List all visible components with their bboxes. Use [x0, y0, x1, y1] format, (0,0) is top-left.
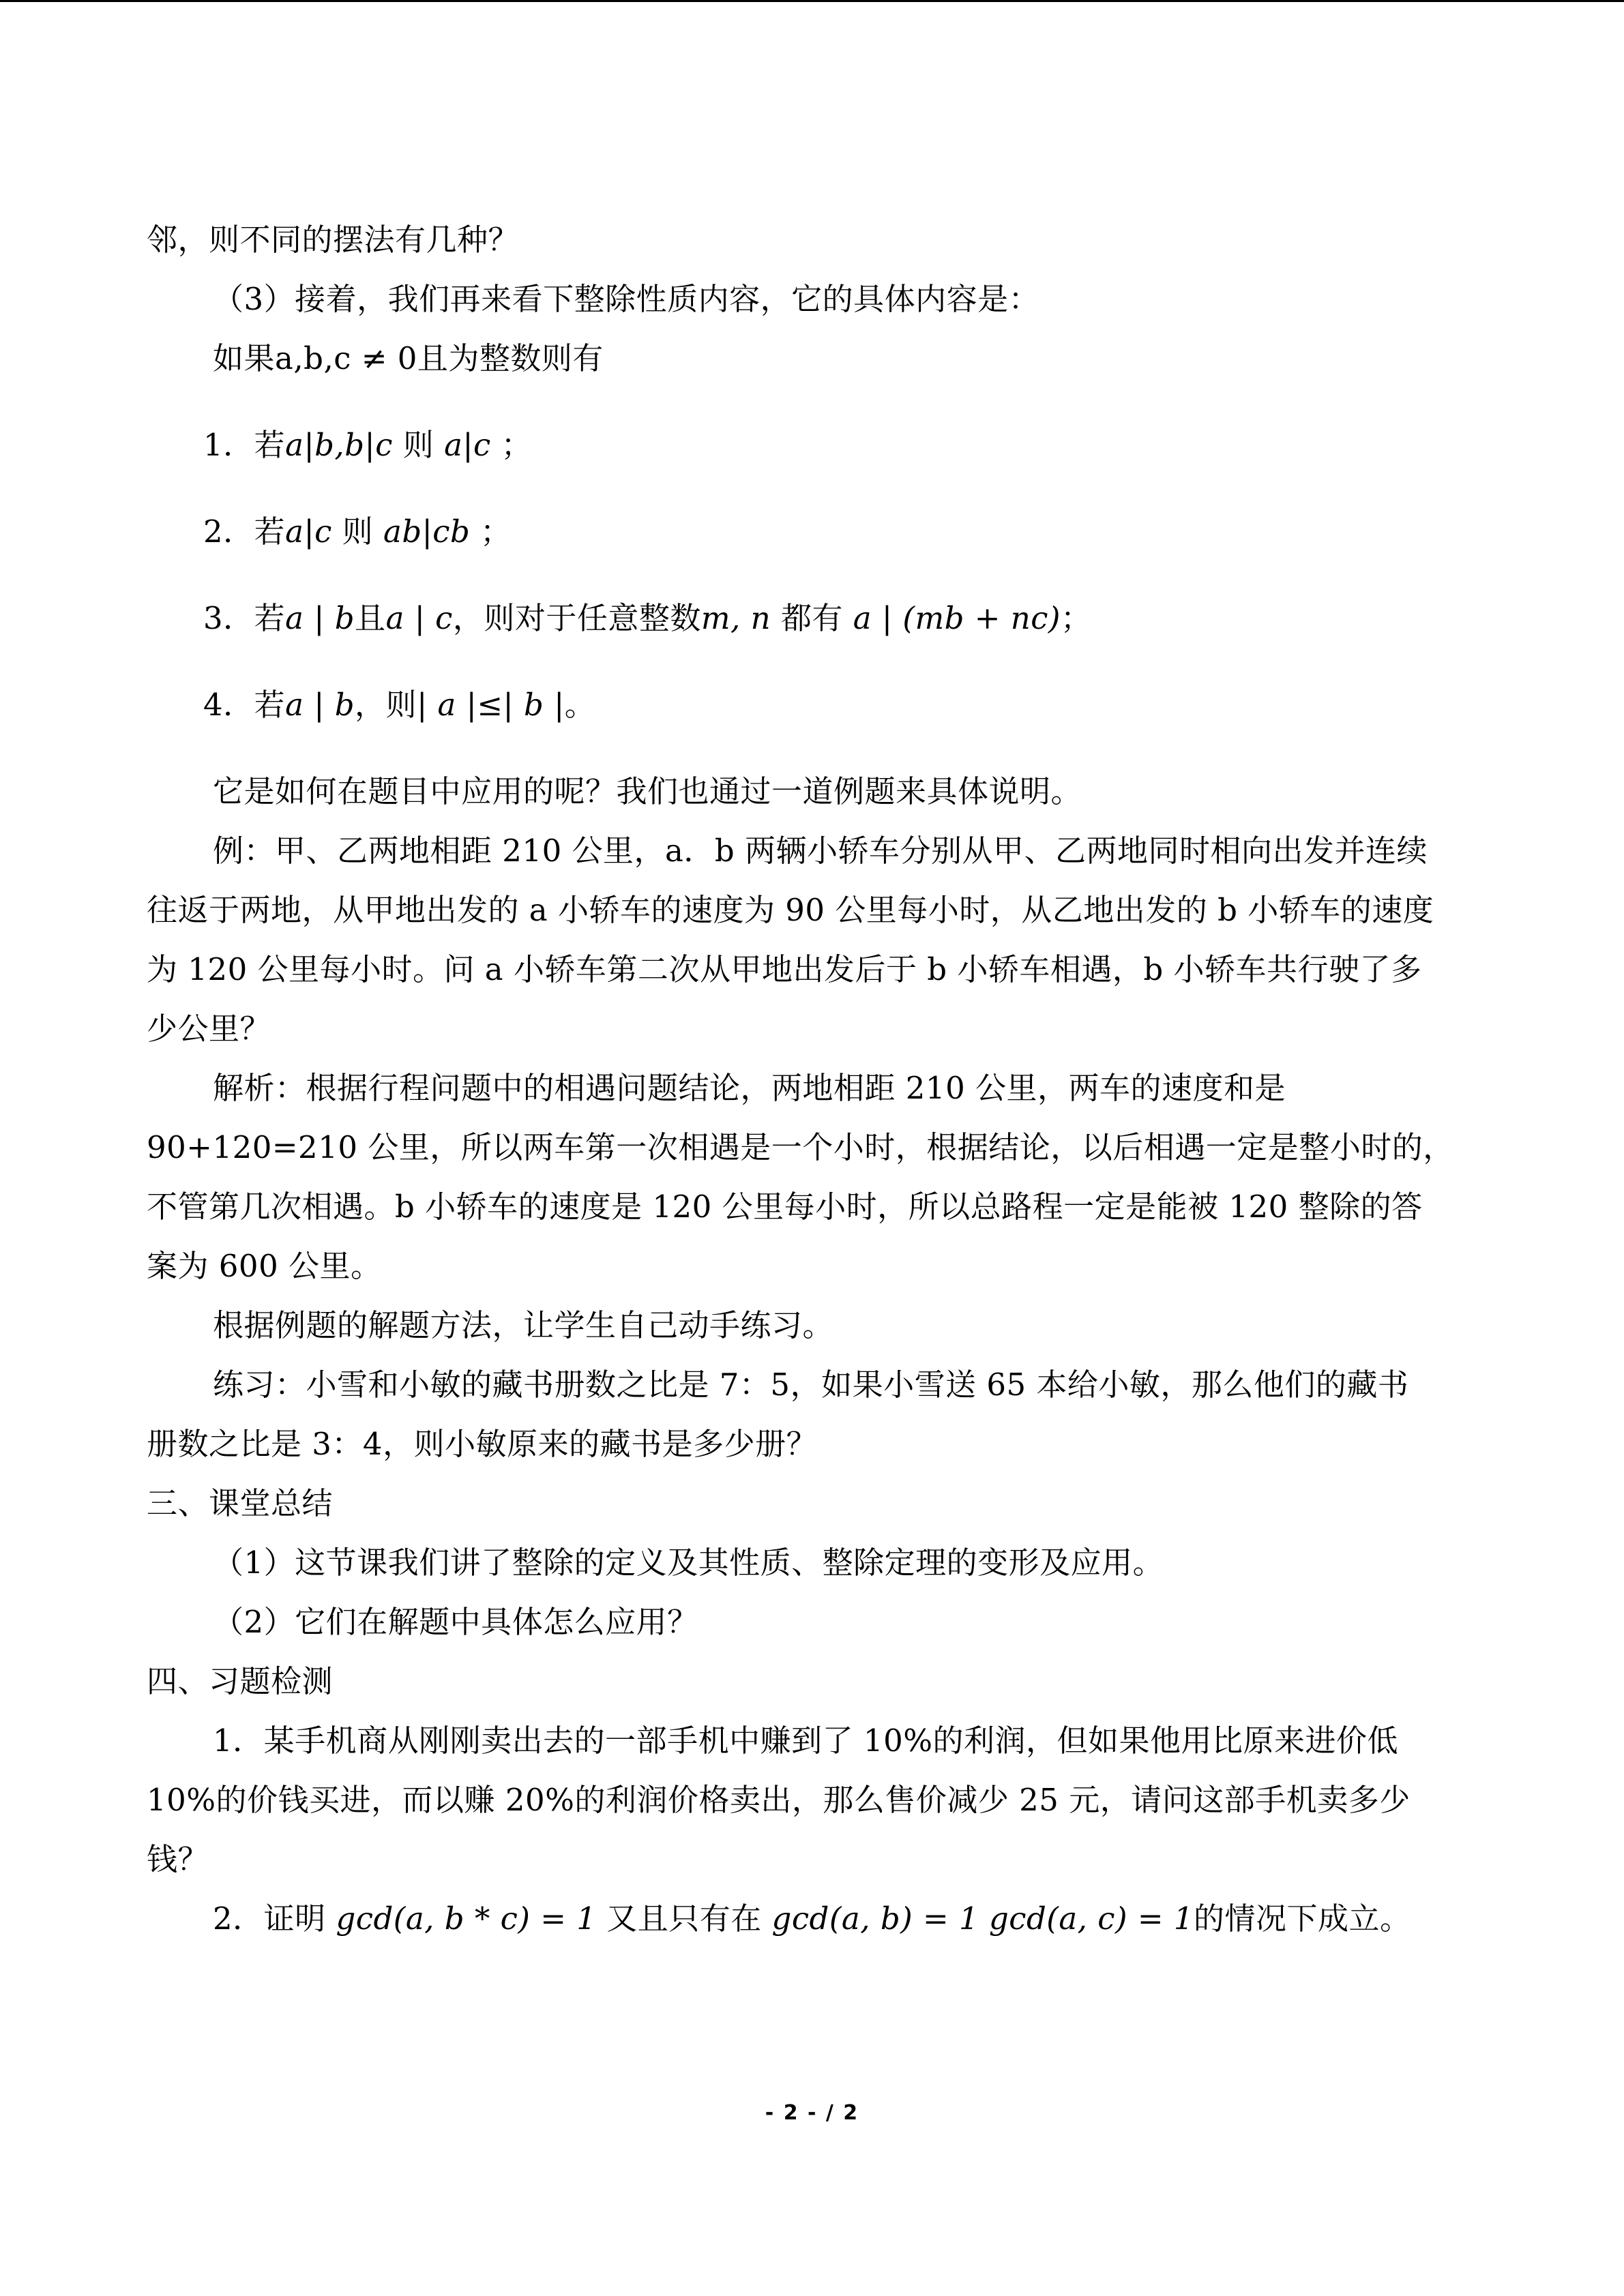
property-item-2: 2．若a|c 则 ab|cb ； [203, 513, 512, 550]
summary-item: （2）它们在解题中具体怎么应用？ [213, 1604, 698, 1640]
property-item-3: 3．若a | b且a | c，则对于任意整数m, n 都有 a | (mb + nc)； [203, 600, 1092, 636]
solution-text: 90+120=210 公里，所以两车第一次相遇是一个小时，根据结论，以后相遇一定是整小时的， [147, 1129, 1454, 1165]
document-body [147, 210, 1480, 1948]
example-text: 为 120 公里每小时。问 a 小轿车第二次从甲地出发后于 b 小轿车相遇，b 小轿车共行驶了多 [147, 951, 1422, 987]
section-heading: 三、课堂总结 [147, 1485, 334, 1521]
summary-item: （1）这节课我们讲了整除的定义及其性质、整除定理的变形及应用。 [213, 1545, 1164, 1581]
property-item-4: 4．若a | b，则| a |≤| b |。 [203, 687, 596, 723]
example-text: 例：甲、乙两地相距 210 公里，a．b 两辆小轿车分别从甲、乙两地同时相向出发并连续 [213, 833, 1428, 869]
exercise-text: 1．某手机商从刚刚卖出去的一部手机中赚到了 10%的利润，但如果他用比原来进价低 [213, 1723, 1398, 1759]
page-number: - 2 - / 2 [765, 2101, 859, 2125]
exercise-proof: 2．证明 gcd(a, b * c) = 1 又且只有在 gcd(a, b) = 1 gcd(a, c) = 1的情况下成立。 [213, 1900, 1411, 1937]
example-text: 往返于两地，从甲地出发的 a 小轿车的速度为 90 公里每小时，从乙地出发的 b 小轿车的速度 [147, 892, 1434, 928]
example-text: 少公里？ [147, 1011, 271, 1047]
solution-text: 案为 600 公里。 [147, 1248, 382, 1284]
exercise-text: 练习：小雪和小敏的藏书册数之比是 7：5，如果小雪送 65 本给小敏，那么他们的藏书 [213, 1367, 1409, 1403]
exercise-text: 册数之比是 3：4，则小敏原来的藏书是多少册？ [147, 1426, 818, 1462]
text-line: 根据例题的解题方法，让学生自己动手练习。 [213, 1307, 834, 1343]
text-line: 邻，则不同的摆法有几种？ [147, 222, 520, 258]
section-heading: 四、习题检测 [147, 1663, 334, 1699]
text-line: 如果a,b,c ≠ 0且为整数则有 [213, 340, 604, 376]
exercise-text: 10%的价钱买进，而以赚 20%的利润价格卖出，那么售价减少 25 元，请问这部手机卖多少 [147, 1782, 1411, 1818]
solution-text: 不管第几次相遇。b 小轿车的速度是 120 公里每小时，所以总路程一定是能被 120 整除的答 [147, 1189, 1423, 1225]
property-item-1: 1．若a|b,b|c 则 a|c ； [203, 427, 533, 463]
exercise-text: 钱？ [147, 1841, 209, 1877]
solution-text: 解析：根据行程问题中的相遇问题结论，两地相距 210 公里，两车的速度和是 [213, 1070, 1286, 1106]
text-line: （3）接着，我们再来看下整除性质内容，它的具体内容是： [213, 281, 1040, 317]
text-line: 它是如何在题目中应用的呢？我们也通过一道例题来具体说明。 [213, 773, 1082, 809]
